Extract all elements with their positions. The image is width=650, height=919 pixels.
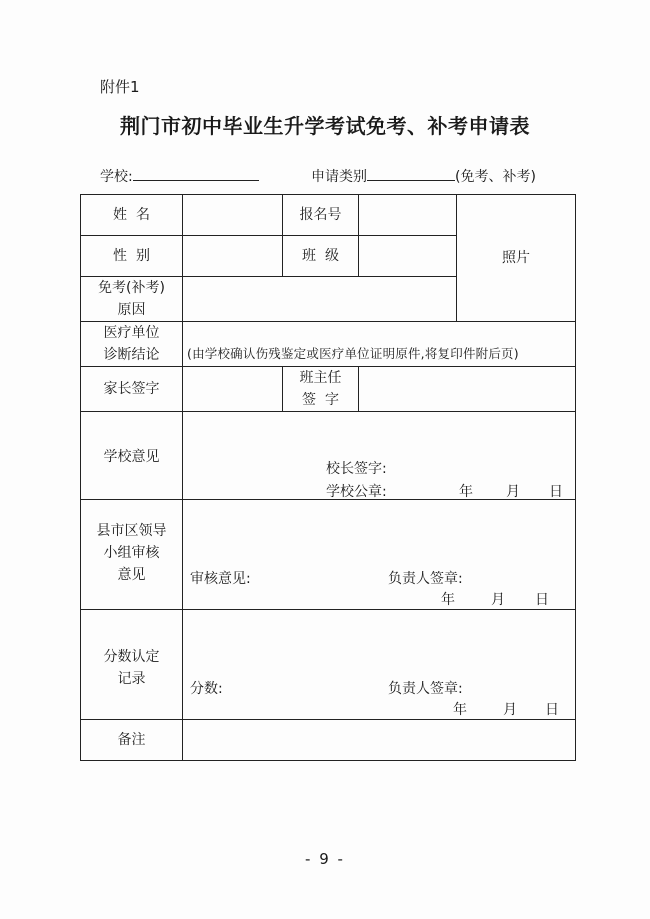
page-number: - 9 - — [305, 850, 345, 868]
name-value-cell[interactable] — [183, 195, 283, 236]
score-record-cell[interactable] — [183, 610, 576, 720]
score-responsible-sign-label: 负责人签章: — [388, 681, 463, 697]
reg-no-label: 报名号 — [283, 195, 359, 236]
school-date-day: 日 — [549, 484, 563, 500]
score-date-month: 月 — [503, 702, 517, 718]
photo-label: 照片 — [502, 250, 530, 266]
medical-label-line1: 医疗单位 — [103, 325, 160, 341]
remarks-label: 备注 — [81, 720, 183, 761]
remarks-value-cell[interactable] — [183, 720, 576, 761]
parent-sign-label: 家长签字 — [81, 367, 183, 412]
gender-label: 性 别 — [81, 236, 183, 277]
teacher-sign-value-cell[interactable] — [359, 367, 576, 412]
score-date-day: 日 — [545, 702, 559, 718]
reason-label-line2: 原因 — [117, 302, 146, 318]
leader-date-month: 月 — [491, 592, 505, 608]
medical-note: (由学校确认伤残鉴定或医疗单位证明原件,将复印件附后页) — [187, 346, 519, 361]
school-date-year: 年 — [459, 484, 473, 500]
class-value-cell[interactable] — [359, 236, 457, 277]
reason-label-cell — [81, 277, 183, 322]
reason-value-cell[interactable] — [183, 277, 457, 322]
principal-sign-label: 校长签字: — [326, 461, 387, 477]
school-seal-label: 学校公章: — [326, 484, 387, 500]
school-blank[interactable] — [133, 166, 259, 181]
teacher-label-line1: 班主任 — [299, 370, 342, 386]
school-opinion-label: 学校意见 — [81, 412, 183, 500]
category-hint: (免考、补考) — [455, 169, 536, 185]
leader-responsible-sign-label: 负责人签章: — [388, 571, 463, 587]
score-text-label: 分数: — [190, 681, 223, 697]
leader-date-day: 日 — [535, 592, 549, 608]
school-opinion-cell[interactable] — [183, 412, 576, 500]
leader-review-cell[interactable] — [183, 500, 576, 610]
reason-label-line1: 免考(补考) — [98, 280, 165, 296]
leader-date-year: 年 — [441, 592, 455, 608]
medical-value-cell[interactable] — [183, 322, 576, 367]
form-title: 荆门市初中毕业生升学考试免考、补考申请表 — [120, 114, 530, 138]
category-label: 申请类别 — [311, 169, 367, 185]
photo-cell — [457, 195, 576, 322]
gender-value-cell[interactable] — [183, 236, 283, 277]
score-label-line1: 分数认定 — [103, 649, 160, 665]
school-date-month: 月 — [506, 484, 520, 500]
name-label: 姓 名 — [81, 195, 183, 236]
leader-label-line2: 小组审核 — [103, 545, 160, 561]
score-label-line2: 记录 — [117, 671, 146, 687]
score-record-label-cell — [81, 610, 183, 720]
class-label: 班 级 — [283, 236, 359, 277]
score-date-year: 年 — [453, 702, 467, 718]
parent-sign-value-cell[interactable] — [183, 367, 283, 412]
leader-label-line3: 意见 — [117, 567, 146, 583]
leader-review-label-cell — [81, 500, 183, 610]
category-blank[interactable] — [367, 166, 455, 181]
attachment-label: 附件1 — [100, 78, 140, 96]
school-label: 学校: — [100, 169, 133, 185]
medical-label-cell — [81, 322, 183, 367]
reg-no-value-cell[interactable] — [359, 195, 457, 236]
leader-label-line1: 县市区领导 — [96, 523, 167, 539]
teacher-label-line2: 签 字 — [302, 392, 339, 408]
teacher-sign-label-cell — [283, 367, 359, 412]
category-field — [311, 166, 536, 186]
school-field — [100, 166, 259, 186]
review-opinion-label: 审核意见: — [190, 571, 251, 587]
medical-label-line2: 诊断结论 — [103, 347, 160, 363]
application-form-table — [80, 194, 576, 761]
